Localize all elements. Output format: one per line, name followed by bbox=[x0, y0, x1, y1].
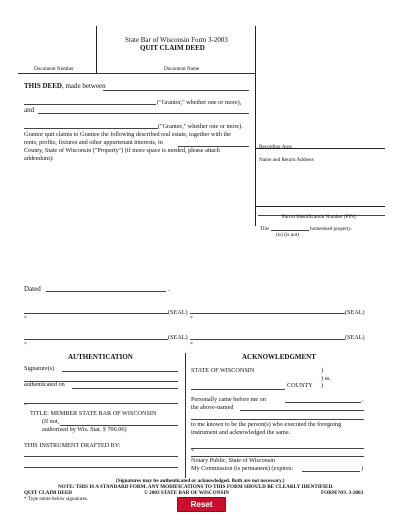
comma: , bbox=[362, 396, 364, 403]
form-title: QUIT CLAIM DEED bbox=[140, 44, 205, 52]
document-number-label: Document Number bbox=[34, 66, 74, 72]
grantor-signature-4[interactable] bbox=[190, 339, 345, 340]
commission-close: ) bbox=[361, 465, 364, 472]
known-line-2: instrument and acknowledged the same. bbox=[191, 429, 291, 436]
above-named-label: the above-named bbox=[191, 404, 234, 411]
name-return-label: Name and Return Address bbox=[259, 157, 314, 163]
grantor-signature-3[interactable] bbox=[24, 339, 168, 340]
authenticated-on-label: authenticated on bbox=[24, 381, 65, 388]
signatures-field[interactable] bbox=[62, 371, 178, 372]
homestead-field[interactable] bbox=[271, 230, 309, 231]
homestead-label: homestead property. bbox=[310, 226, 353, 232]
authenticated-on-field[interactable] bbox=[72, 388, 178, 389]
this-deed-label: THIS DEED bbox=[24, 82, 62, 90]
description-line-2: rents, profits, fixtures and other appurtenant interests, in bbox=[24, 139, 163, 146]
if-not-label: (If not, bbox=[42, 418, 60, 425]
header-left-rule bbox=[96, 26, 97, 73]
star-2: * bbox=[190, 316, 193, 322]
personally-label: Personally came before me on bbox=[191, 396, 266, 403]
grantor-label: ("Grantor," whether one or more), bbox=[157, 99, 242, 106]
is-not-label: (is) (is not) bbox=[276, 232, 300, 238]
commission-field[interactable] bbox=[302, 471, 360, 472]
copyright: © 2003 STATE BAR OF WISCONSIN bbox=[144, 490, 230, 496]
form-number: FORM NO. 3-2003 bbox=[321, 490, 364, 496]
signature-note: (Signatures may be authenticated or acknowledged. Both are not necessary.) bbox=[116, 478, 285, 484]
grantee-label: ("Grantee," whether one or more). bbox=[158, 123, 243, 130]
section-divider bbox=[185, 353, 186, 478]
footer-title: QUIT CLAIM DEED bbox=[24, 490, 73, 496]
grantor-field-2[interactable] bbox=[24, 104, 156, 105]
seal-label-4: (SEAL) bbox=[345, 334, 365, 341]
authorized-label: authorized by Wis. Stat. § 706.06) bbox=[42, 426, 127, 433]
notary-star: * bbox=[191, 449, 194, 455]
return-box-bottom-rule bbox=[255, 206, 385, 207]
above-named-field[interactable] bbox=[240, 410, 364, 411]
star-4: * bbox=[190, 342, 193, 348]
description-line-3: County, State of Wisconsin ("Property") (if more space is needed, please attach bbox=[24, 147, 220, 154]
grantor-field-1[interactable] bbox=[103, 90, 249, 91]
grantor-signature-2[interactable] bbox=[190, 313, 345, 314]
star-1: * bbox=[24, 316, 27, 322]
acknowledgment-heading: ACKNOWLEDGMENT bbox=[242, 353, 316, 361]
type-name-note: * Type name below signatures. bbox=[24, 496, 89, 502]
star-3: * bbox=[24, 342, 27, 348]
authentication-heading: AUTHENTICATION bbox=[68, 353, 133, 361]
known-line-1: to me known to be the person(s) who executed the foregoing bbox=[191, 421, 342, 428]
county-label: COUNTY bbox=[287, 382, 313, 389]
notary-label: Notary Public, State of Wisconsin bbox=[191, 457, 276, 464]
and-label: and bbox=[24, 106, 35, 114]
drafted-by-field-1[interactable] bbox=[24, 456, 178, 457]
document-name-label: Document Name bbox=[164, 66, 200, 72]
form-reference: State Bar of Wisconsin Form 3-2003 bbox=[125, 36, 228, 44]
header-bottom-rule bbox=[18, 73, 255, 74]
pin-label: Parcel Identification Number (PIN) bbox=[282, 214, 356, 220]
authenticator-signature[interactable] bbox=[24, 403, 178, 404]
auth-star: * bbox=[24, 403, 27, 409]
above-named-field-2[interactable] bbox=[191, 419, 364, 420]
standard-form-note: NOTE: THIS IS A STANDARD FORM. ANY MODIFICATIONS TO THIS FORM SHOULD BE CLEARLY IDENTIFIED. bbox=[58, 484, 334, 490]
made-between-label: , made between bbox=[61, 82, 106, 90]
commission-label: My Commission (is permanent) (expires: bbox=[191, 465, 294, 472]
recording-area-label: Recording Area bbox=[259, 144, 292, 150]
ss-label: ) ss. bbox=[321, 375, 331, 382]
this-label: This bbox=[260, 226, 270, 232]
seal-label-3: (SEAL) bbox=[168, 334, 188, 341]
state-label: STATE OF WISCONSIN bbox=[191, 367, 255, 374]
grantee-field-2[interactable] bbox=[24, 128, 158, 129]
dated-label: Dated bbox=[24, 285, 41, 293]
description-line-1: Grantor quit claims to Grantee the following described real estate, together with the bbox=[24, 131, 232, 138]
dated-period: . bbox=[168, 285, 170, 293]
title-line: TITLE: MEMBER STATE BAR OF WISCONSIN bbox=[30, 410, 157, 417]
paren-1: ) bbox=[321, 367, 324, 374]
dated-field[interactable] bbox=[46, 291, 166, 292]
personally-date-field[interactable] bbox=[285, 402, 361, 403]
description-line-4: addendum): bbox=[24, 155, 54, 162]
seal-label-1: (SEAL) bbox=[168, 309, 188, 316]
signatures-label: Signature(s) bbox=[24, 365, 55, 372]
reset-button[interactable]: Reset bbox=[177, 497, 226, 512]
deed-intro bbox=[24, 82, 106, 90]
county-ack-field[interactable] bbox=[191, 389, 285, 390]
grantor-signature-1[interactable] bbox=[24, 313, 168, 314]
drafted-by-field-2[interactable] bbox=[24, 467, 178, 468]
grantee-field-1[interactable] bbox=[38, 113, 249, 114]
seal-label-2: (SEAL) bbox=[345, 309, 365, 316]
paren-3: ) bbox=[321, 382, 324, 389]
header-right-rule bbox=[255, 26, 256, 226]
drafted-by-label: THIS INSTRUMENT DRAFTED BY: bbox=[24, 442, 121, 449]
notary-signature[interactable] bbox=[191, 448, 364, 449]
